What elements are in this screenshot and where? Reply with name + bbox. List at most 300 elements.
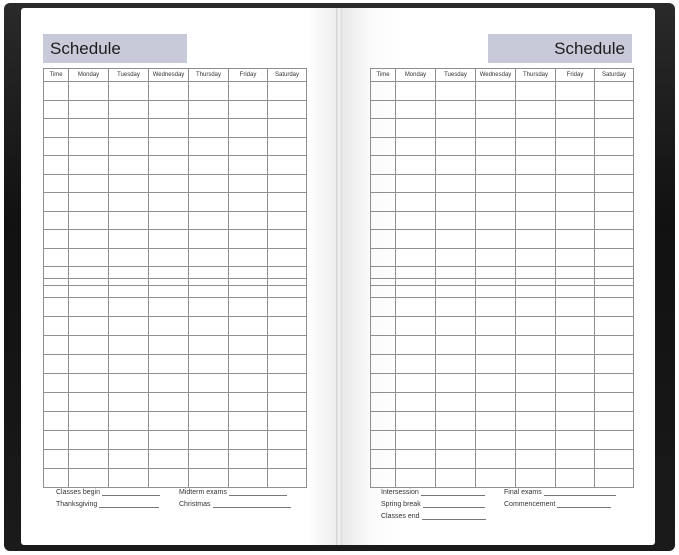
time-cell[interactable]: [44, 431, 69, 450]
schedule-cell[interactable]: [69, 469, 109, 488]
schedule-cell[interactable]: [268, 355, 307, 374]
schedule-cell[interactable]: [189, 279, 229, 298]
schedule-cell[interactable]: [516, 317, 556, 336]
schedule-cell[interactable]: [268, 82, 307, 101]
schedule-cell[interactable]: [396, 393, 436, 412]
schedule-cell[interactable]: [109, 374, 149, 393]
schedule-cell[interactable]: [556, 298, 595, 317]
schedule-cell[interactable]: [595, 174, 634, 193]
schedule-cell[interactable]: [229, 174, 268, 193]
schedule-cell[interactable]: [476, 82, 516, 101]
schedule-cell[interactable]: [69, 174, 109, 193]
schedule-cell[interactable]: [595, 431, 634, 450]
schedule-cell[interactable]: [69, 82, 109, 101]
schedule-cell[interactable]: [516, 336, 556, 355]
schedule-cell[interactable]: [149, 193, 189, 212]
schedule-cell[interactable]: [189, 137, 229, 156]
schedule-cell[interactable]: [109, 248, 149, 267]
schedule-cell[interactable]: [556, 374, 595, 393]
schedule-cell[interactable]: [516, 137, 556, 156]
schedule-cell[interactable]: [396, 336, 436, 355]
time-cell[interactable]: [371, 393, 396, 412]
schedule-cell[interactable]: [109, 431, 149, 450]
time-cell[interactable]: [44, 450, 69, 469]
time-cell[interactable]: [371, 211, 396, 230]
time-cell[interactable]: [371, 374, 396, 393]
schedule-cell[interactable]: [436, 355, 476, 374]
schedule-cell[interactable]: [476, 211, 516, 230]
schedule-cell[interactable]: [268, 156, 307, 175]
schedule-cell[interactable]: [268, 137, 307, 156]
schedule-cell[interactable]: [436, 336, 476, 355]
schedule-cell[interactable]: [476, 374, 516, 393]
schedule-cell[interactable]: [595, 248, 634, 267]
time-cell[interactable]: [44, 230, 69, 249]
schedule-cell[interactable]: [149, 469, 189, 488]
schedule-cell[interactable]: [556, 248, 595, 267]
schedule-cell[interactable]: [436, 119, 476, 138]
schedule-cell[interactable]: [109, 298, 149, 317]
schedule-cell[interactable]: [149, 393, 189, 412]
schedule-cell[interactable]: [149, 211, 189, 230]
schedule-cell[interactable]: [109, 393, 149, 412]
schedule-cell[interactable]: [436, 279, 476, 298]
schedule-cell[interactable]: [516, 211, 556, 230]
schedule-cell[interactable]: [556, 82, 595, 101]
schedule-cell[interactable]: [396, 211, 436, 230]
time-cell[interactable]: [371, 336, 396, 355]
schedule-cell[interactable]: [595, 193, 634, 212]
schedule-cell[interactable]: [396, 450, 436, 469]
time-cell[interactable]: [371, 137, 396, 156]
schedule-cell[interactable]: [396, 156, 436, 175]
schedule-cell[interactable]: [69, 450, 109, 469]
time-cell[interactable]: [371, 317, 396, 336]
schedule-cell[interactable]: [436, 393, 476, 412]
schedule-cell[interactable]: [556, 431, 595, 450]
schedule-cell[interactable]: [516, 431, 556, 450]
schedule-cell[interactable]: [69, 374, 109, 393]
schedule-cell[interactable]: [229, 336, 268, 355]
schedule-cell[interactable]: [476, 393, 516, 412]
schedule-cell[interactable]: [189, 100, 229, 119]
time-cell[interactable]: [44, 119, 69, 138]
schedule-cell[interactable]: [109, 174, 149, 193]
schedule-cell[interactable]: [189, 193, 229, 212]
schedule-cell[interactable]: [268, 100, 307, 119]
schedule-cell[interactable]: [595, 137, 634, 156]
write-line[interactable]: [102, 488, 160, 496]
schedule-cell[interactable]: [595, 393, 634, 412]
schedule-cell[interactable]: [69, 355, 109, 374]
schedule-cell[interactable]: [436, 137, 476, 156]
time-cell[interactable]: [44, 156, 69, 175]
schedule-cell[interactable]: [229, 211, 268, 230]
schedule-cell[interactable]: [149, 431, 189, 450]
time-cell[interactable]: [44, 248, 69, 267]
schedule-cell[interactable]: [556, 336, 595, 355]
schedule-cell[interactable]: [149, 317, 189, 336]
schedule-cell[interactable]: [69, 193, 109, 212]
schedule-cell[interactable]: [436, 469, 476, 488]
schedule-cell[interactable]: [396, 248, 436, 267]
schedule-cell[interactable]: [109, 336, 149, 355]
schedule-cell[interactable]: [436, 230, 476, 249]
schedule-cell[interactable]: [556, 211, 595, 230]
schedule-cell[interactable]: [476, 279, 516, 298]
schedule-cell[interactable]: [109, 156, 149, 175]
schedule-cell[interactable]: [189, 174, 229, 193]
schedule-cell[interactable]: [396, 298, 436, 317]
schedule-cell[interactable]: [476, 248, 516, 267]
schedule-cell[interactable]: [396, 230, 436, 249]
schedule-cell[interactable]: [595, 336, 634, 355]
schedule-cell[interactable]: [149, 82, 189, 101]
schedule-cell[interactable]: [556, 193, 595, 212]
schedule-cell[interactable]: [476, 156, 516, 175]
schedule-cell[interactable]: [189, 336, 229, 355]
write-line[interactable]: [422, 512, 486, 520]
schedule-cell[interactable]: [595, 374, 634, 393]
schedule-cell[interactable]: [476, 137, 516, 156]
schedule-cell[interactable]: [595, 156, 634, 175]
schedule-cell[interactable]: [556, 317, 595, 336]
time-cell[interactable]: [44, 211, 69, 230]
schedule-cell[interactable]: [436, 100, 476, 119]
time-cell[interactable]: [371, 193, 396, 212]
schedule-cell[interactable]: [556, 469, 595, 488]
time-cell[interactable]: [44, 82, 69, 101]
time-cell[interactable]: [371, 119, 396, 138]
schedule-cell[interactable]: [595, 279, 634, 298]
time-cell[interactable]: [371, 82, 396, 101]
schedule-cell[interactable]: [109, 211, 149, 230]
schedule-cell[interactable]: [268, 412, 307, 431]
schedule-cell[interactable]: [229, 317, 268, 336]
write-line[interactable]: [423, 500, 485, 508]
time-cell[interactable]: [371, 248, 396, 267]
schedule-cell[interactable]: [189, 431, 229, 450]
time-cell[interactable]: [44, 100, 69, 119]
schedule-cell[interactable]: [229, 279, 268, 298]
schedule-cell[interactable]: [69, 336, 109, 355]
schedule-cell[interactable]: [229, 374, 268, 393]
schedule-cell[interactable]: [69, 279, 109, 298]
schedule-cell[interactable]: [268, 374, 307, 393]
schedule-cell[interactable]: [516, 469, 556, 488]
schedule-cell[interactable]: [436, 82, 476, 101]
schedule-cell[interactable]: [396, 412, 436, 431]
write-line[interactable]: [557, 500, 611, 508]
schedule-cell[interactable]: [436, 450, 476, 469]
time-cell[interactable]: [371, 156, 396, 175]
schedule-cell[interactable]: [109, 355, 149, 374]
schedule-cell[interactable]: [396, 374, 436, 393]
schedule-cell[interactable]: [149, 174, 189, 193]
schedule-cell[interactable]: [149, 156, 189, 175]
schedule-cell[interactable]: [149, 374, 189, 393]
schedule-cell[interactable]: [149, 450, 189, 469]
schedule-cell[interactable]: [69, 119, 109, 138]
schedule-cell[interactable]: [189, 317, 229, 336]
schedule-cell[interactable]: [268, 469, 307, 488]
schedule-cell[interactable]: [189, 248, 229, 267]
time-cell[interactable]: [371, 174, 396, 193]
schedule-cell[interactable]: [109, 469, 149, 488]
time-cell[interactable]: [44, 298, 69, 317]
schedule-cell[interactable]: [396, 174, 436, 193]
schedule-cell[interactable]: [109, 137, 149, 156]
schedule-cell[interactable]: [189, 230, 229, 249]
schedule-cell[interactable]: [189, 412, 229, 431]
schedule-cell[interactable]: [436, 193, 476, 212]
schedule-cell[interactable]: [436, 211, 476, 230]
schedule-cell[interactable]: [229, 298, 268, 317]
schedule-cell[interactable]: [396, 279, 436, 298]
schedule-cell[interactable]: [229, 82, 268, 101]
schedule-cell[interactable]: [109, 317, 149, 336]
schedule-cell[interactable]: [556, 156, 595, 175]
schedule-cell[interactable]: [516, 279, 556, 298]
schedule-cell[interactable]: [109, 193, 149, 212]
schedule-cell[interactable]: [396, 469, 436, 488]
schedule-cell[interactable]: [189, 211, 229, 230]
schedule-cell[interactable]: [595, 450, 634, 469]
schedule-cell[interactable]: [149, 100, 189, 119]
schedule-cell[interactable]: [556, 450, 595, 469]
schedule-cell[interactable]: [189, 119, 229, 138]
schedule-cell[interactable]: [396, 193, 436, 212]
time-cell[interactable]: [44, 336, 69, 355]
write-line[interactable]: [229, 488, 287, 496]
schedule-cell[interactable]: [268, 119, 307, 138]
schedule-cell[interactable]: [189, 355, 229, 374]
time-cell[interactable]: [44, 174, 69, 193]
schedule-cell[interactable]: [69, 156, 109, 175]
schedule-cell[interactable]: [476, 230, 516, 249]
schedule-cell[interactable]: [149, 355, 189, 374]
schedule-cell[interactable]: [109, 279, 149, 298]
schedule-cell[interactable]: [556, 355, 595, 374]
schedule-cell[interactable]: [69, 230, 109, 249]
schedule-cell[interactable]: [476, 193, 516, 212]
schedule-cell[interactable]: [229, 137, 268, 156]
schedule-cell[interactable]: [476, 174, 516, 193]
schedule-cell[interactable]: [189, 82, 229, 101]
time-cell[interactable]: [371, 100, 396, 119]
time-cell[interactable]: [371, 230, 396, 249]
schedule-cell[interactable]: [516, 119, 556, 138]
schedule-cell[interactable]: [556, 119, 595, 138]
schedule-cell[interactable]: [556, 137, 595, 156]
schedule-cell[interactable]: [595, 82, 634, 101]
schedule-cell[interactable]: [516, 230, 556, 249]
time-cell[interactable]: [371, 279, 396, 298]
schedule-cell[interactable]: [476, 298, 516, 317]
schedule-cell[interactable]: [109, 119, 149, 138]
schedule-cell[interactable]: [189, 450, 229, 469]
schedule-cell[interactable]: [268, 230, 307, 249]
schedule-cell[interactable]: [189, 469, 229, 488]
schedule-cell[interactable]: [69, 393, 109, 412]
schedule-cell[interactable]: [229, 230, 268, 249]
schedule-cell[interactable]: [268, 211, 307, 230]
schedule-cell[interactable]: [436, 412, 476, 431]
schedule-cell[interactable]: [189, 374, 229, 393]
schedule-cell[interactable]: [109, 450, 149, 469]
schedule-cell[interactable]: [69, 431, 109, 450]
write-line[interactable]: [421, 488, 485, 496]
schedule-cell[interactable]: [268, 174, 307, 193]
schedule-cell[interactable]: [436, 248, 476, 267]
schedule-cell[interactable]: [595, 317, 634, 336]
schedule-cell[interactable]: [476, 336, 516, 355]
schedule-cell[interactable]: [516, 193, 556, 212]
schedule-cell[interactable]: [229, 450, 268, 469]
schedule-cell[interactable]: [436, 374, 476, 393]
schedule-cell[interactable]: [268, 248, 307, 267]
schedule-cell[interactable]: [229, 156, 268, 175]
schedule-cell[interactable]: [556, 100, 595, 119]
schedule-cell[interactable]: [396, 317, 436, 336]
schedule-cell[interactable]: [595, 355, 634, 374]
time-cell[interactable]: [44, 412, 69, 431]
schedule-cell[interactable]: [595, 298, 634, 317]
schedule-cell[interactable]: [109, 412, 149, 431]
schedule-cell[interactable]: [396, 431, 436, 450]
schedule-cell[interactable]: [516, 174, 556, 193]
schedule-cell[interactable]: [229, 393, 268, 412]
schedule-cell[interactable]: [69, 317, 109, 336]
time-cell[interactable]: [371, 412, 396, 431]
schedule-cell[interactable]: [516, 82, 556, 101]
schedule-cell[interactable]: [229, 119, 268, 138]
schedule-cell[interactable]: [268, 393, 307, 412]
schedule-cell[interactable]: [229, 469, 268, 488]
schedule-cell[interactable]: [396, 355, 436, 374]
schedule-cell[interactable]: [595, 230, 634, 249]
schedule-cell[interactable]: [268, 279, 307, 298]
time-cell[interactable]: [371, 450, 396, 469]
schedule-cell[interactable]: [516, 156, 556, 175]
schedule-cell[interactable]: [189, 393, 229, 412]
write-line[interactable]: [99, 500, 159, 508]
schedule-cell[interactable]: [109, 230, 149, 249]
schedule-cell[interactable]: [149, 279, 189, 298]
schedule-cell[interactable]: [149, 336, 189, 355]
schedule-cell[interactable]: [229, 431, 268, 450]
schedule-cell[interactable]: [436, 174, 476, 193]
schedule-cell[interactable]: [189, 156, 229, 175]
time-cell[interactable]: [44, 317, 69, 336]
time-cell[interactable]: [371, 469, 396, 488]
schedule-cell[interactable]: [516, 248, 556, 267]
schedule-cell[interactable]: [149, 119, 189, 138]
time-cell[interactable]: [371, 298, 396, 317]
schedule-cell[interactable]: [516, 412, 556, 431]
schedule-cell[interactable]: [69, 100, 109, 119]
schedule-cell[interactable]: [436, 156, 476, 175]
schedule-cell[interactable]: [556, 279, 595, 298]
schedule-cell[interactable]: [268, 317, 307, 336]
schedule-cell[interactable]: [516, 374, 556, 393]
schedule-cell[interactable]: [229, 193, 268, 212]
schedule-cell[interactable]: [69, 211, 109, 230]
time-cell[interactable]: [44, 279, 69, 298]
schedule-cell[interactable]: [268, 450, 307, 469]
schedule-cell[interactable]: [69, 412, 109, 431]
schedule-cell[interactable]: [595, 211, 634, 230]
schedule-cell[interactable]: [476, 450, 516, 469]
schedule-cell[interactable]: [268, 193, 307, 212]
schedule-cell[interactable]: [396, 137, 436, 156]
schedule-cell[interactable]: [149, 137, 189, 156]
write-line[interactable]: [213, 500, 291, 508]
time-cell[interactable]: [44, 469, 69, 488]
time-cell[interactable]: [44, 393, 69, 412]
schedule-cell[interactable]: [396, 100, 436, 119]
schedule-cell[interactable]: [556, 412, 595, 431]
schedule-cell[interactable]: [396, 119, 436, 138]
schedule-cell[interactable]: [69, 298, 109, 317]
schedule-cell[interactable]: [396, 82, 436, 101]
schedule-cell[interactable]: [516, 298, 556, 317]
schedule-cell[interactable]: [516, 100, 556, 119]
schedule-cell[interactable]: [109, 100, 149, 119]
schedule-cell[interactable]: [229, 248, 268, 267]
schedule-cell[interactable]: [189, 298, 229, 317]
schedule-cell[interactable]: [476, 355, 516, 374]
schedule-cell[interactable]: [268, 298, 307, 317]
time-cell[interactable]: [44, 137, 69, 156]
schedule-cell[interactable]: [595, 119, 634, 138]
time-cell[interactable]: [371, 431, 396, 450]
schedule-cell[interactable]: [149, 412, 189, 431]
schedule-cell[interactable]: [149, 298, 189, 317]
schedule-cell[interactable]: [595, 100, 634, 119]
schedule-cell[interactable]: [476, 469, 516, 488]
schedule-cell[interactable]: [436, 298, 476, 317]
schedule-cell[interactable]: [476, 100, 516, 119]
schedule-cell[interactable]: [476, 119, 516, 138]
schedule-cell[interactable]: [516, 355, 556, 374]
schedule-cell[interactable]: [556, 230, 595, 249]
time-cell[interactable]: [371, 355, 396, 374]
schedule-cell[interactable]: [595, 469, 634, 488]
schedule-cell[interactable]: [436, 431, 476, 450]
schedule-cell[interactable]: [268, 336, 307, 355]
schedule-cell[interactable]: [476, 431, 516, 450]
time-cell[interactable]: [44, 374, 69, 393]
schedule-cell[interactable]: [476, 412, 516, 431]
schedule-cell[interactable]: [476, 317, 516, 336]
schedule-cell[interactable]: [436, 317, 476, 336]
schedule-cell[interactable]: [69, 137, 109, 156]
schedule-cell[interactable]: [109, 82, 149, 101]
schedule-cell[interactable]: [556, 174, 595, 193]
time-cell[interactable]: [44, 355, 69, 374]
schedule-cell[interactable]: [69, 248, 109, 267]
schedule-cell[interactable]: [268, 431, 307, 450]
schedule-cell[interactable]: [595, 412, 634, 431]
schedule-cell[interactable]: [516, 393, 556, 412]
schedule-cell[interactable]: [149, 248, 189, 267]
schedule-cell[interactable]: [229, 100, 268, 119]
schedule-cell[interactable]: [556, 393, 595, 412]
write-line[interactable]: [544, 488, 616, 496]
schedule-cell[interactable]: [516, 450, 556, 469]
schedule-cell[interactable]: [229, 412, 268, 431]
